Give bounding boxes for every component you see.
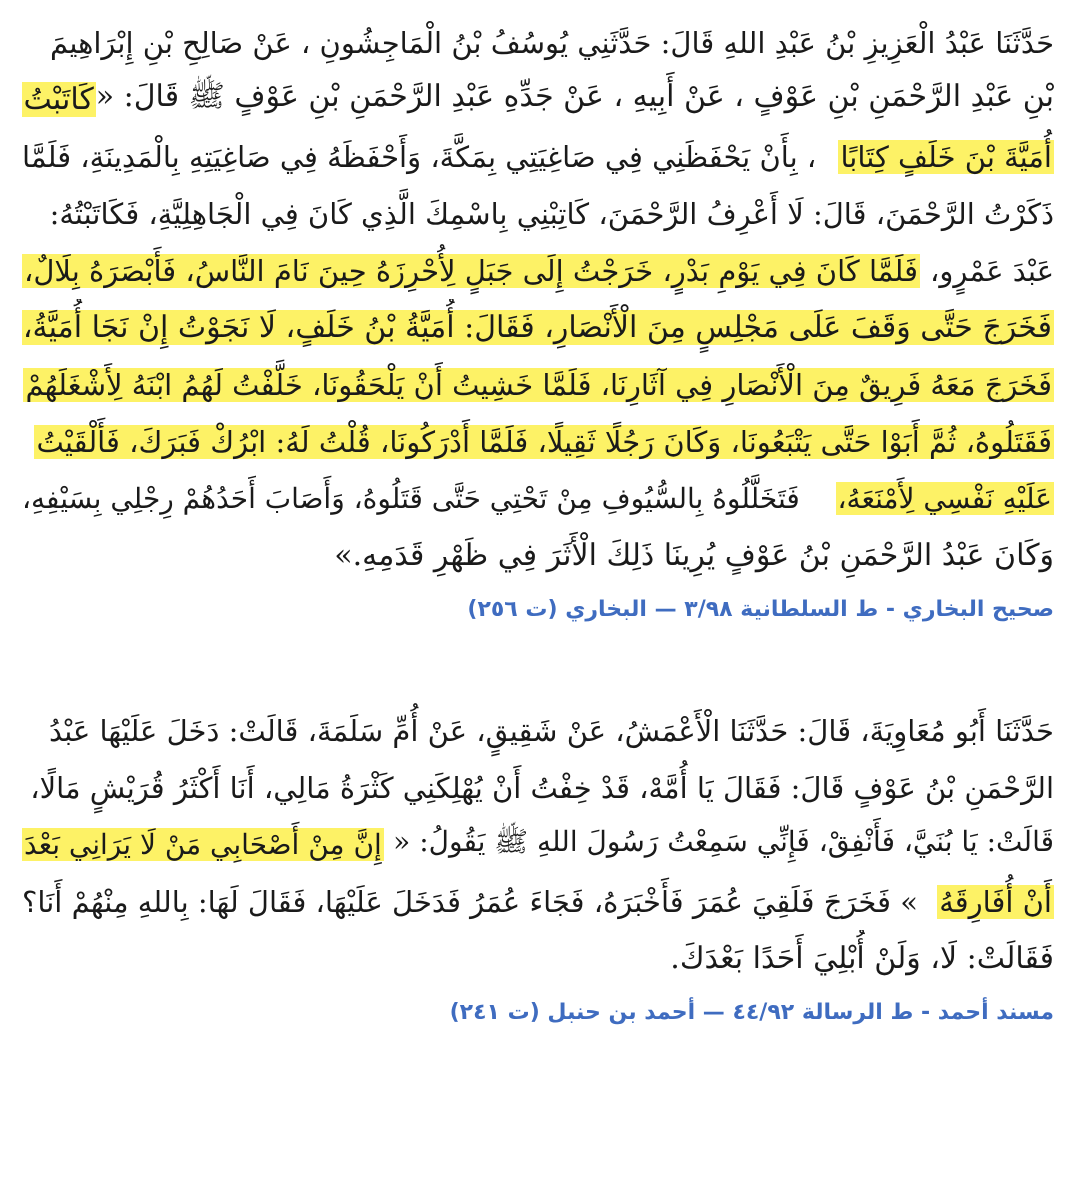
text-segment: فَتَخَلَّلُوهُ بِالسُّيُوفِ مِنْ تَحْتِي حَتَّى قَتَلُوهُ، وَأَصَابَ أَحَدُهُمْ رِجْلِي بِسَيْفِهِ، xyxy=(22,482,809,515)
text-line xyxy=(22,527,1054,584)
text-segment: قَالَتْ: يَا بُنَيَّ، فَأَنْفِقْ، فَإِنِّي سَمِعْتُ رَسُولَ اللهِ ﷺ يَقُولُ: « xyxy=(393,824,1054,858)
text-segment: بْنِ عَبْدِ الرَّحْمَنِ بْنِ عَوْفٍ ، عَنْ أَبِيهِ ، عَنْ جَدِّهِ عَبْدِ الرَّحْمَنِ بْنِ عَوْفٍ ﷺ قَالَ: « xyxy=(95,79,1054,114)
text-line xyxy=(22,242,1054,299)
highlighted-text: فَقَتَلُوهُ، ثُمَّ أَبَوْا حَتَّى يَتْبَعُونَا، وَكَانَ رَجُلًا ثَقِيلًا، فَلَمَّا أَدْرَكُونَا، قُلْتُ لَهُ: ابْرُكْ فَبَرَكَ، فَأَلْقَيْتُ xyxy=(36,424,1052,459)
source-citation-ahmad[interactable]: مسند أحمد - ط الرسالة ٤٤/٩٢ — أحمد بن حنبل (ت ٢٤١) xyxy=(449,1000,1054,1025)
highlighted-text: فَخَرَجَ حَتَّى وَقَفَ عَلَى مَجْلِسٍ مِنَ الْأَنْصَارِ، فَقَالَ: أُمَيَّةُ بْنُ خَلَفٍ، لَا نَجَوْتُ إِنْ نَجَا أُمَيَّةُ، xyxy=(22,310,1052,345)
highlighted-text: فَخَرَجَ مَعَهُ فَرِيقٌ مِنَ الْأَنْصَارِ فِي آثَارِنَا، فَلَمَّا خَشِيتُ أَنْ يَلْحَقُونَا، خَلَّفْتُ لَهُمُ ابْنَهُ لِأَشْغَلَهُمْ xyxy=(25,367,1052,402)
highlighted-text: عَلَيْهِ نَفْسِي لِأَمْنَعَهُ، xyxy=(837,482,1052,515)
section-gap xyxy=(22,630,1054,702)
text-segment: وَكَانَ عَبْدُ الرَّحْمَنِ بْنُ عَوْفٍ يُرِينَا ذَلِكَ الْأَثَرَ فِي ظَهْرِ قَدَمِهِ.» xyxy=(334,538,1054,573)
text-segment: ، بِأَنْ يَحْفَظَنِي فِي صَاغِيَتِي بِمَكَّةَ، وَأَحْفَظَهُ فِي صَاغِيَتِهِ بِالْمَدِينَةِ، فَلَمَّا xyxy=(22,139,817,174)
highlighted-text: فَلَمَّا كَانَ فِي يَوْمِ بَدْرٍ، خَرَجْتُ إِلَى جَبَلٍ لِأُحْرِزَهُ حِينَ نَامَ النَّاسُ، فَأَبْصَرَهُ بِلَالٌ، xyxy=(24,253,919,288)
text-line xyxy=(22,185,1054,242)
highlighted-text: أُمَيَّةَ بْنَ خَلَفٍ كِتَابًا xyxy=(840,139,1052,174)
text-line xyxy=(22,413,1054,470)
text-line xyxy=(22,759,1054,816)
text-line xyxy=(22,816,1054,873)
text-segment: الرَّحْمَنِ بْنُ عَوْفٍ قَالَ: فَقَالَ يَا أُمَّهْ، قَدْ خِفْتُ أَنْ يُهْلِكَنِي كَثْرَةُ مَالِي، أَنَا أَكْثَرُ قُرَيْشٍ مَالًا، xyxy=(30,770,1054,805)
text-line xyxy=(22,71,1054,128)
text-segment: فَقَالَتْ: لَا، وَلَنْ أُبْلِيَ أَحَدًا بَعْدَكَ. xyxy=(670,941,1054,976)
highlighted-text: أَنْ أُفَارِقَهُ xyxy=(939,884,1052,919)
text-segment: » فَخَرَجَ فَلَقِيَ عُمَرَ فَأَخْبَرَهُ، فَجَاءَ عُمَرُ فَدَخَلَ عَلَيْهَا، فَقَالَ لَهَا: بِاللهِ مِنْهُمْ أَنَا؟ xyxy=(22,884,918,919)
text-line xyxy=(22,930,1054,987)
hadith-passage-ahmad xyxy=(22,702,1054,987)
hadith-passage-bukhari xyxy=(22,14,1054,584)
text-line xyxy=(22,299,1054,356)
text-line xyxy=(22,470,1054,527)
source-citation-bukhari[interactable]: صحيح البخاري - ط السلطانية ٣/٩٨ — البخاري (ت ٢٥٦) xyxy=(467,597,1054,622)
text-line xyxy=(22,14,1054,71)
text-line xyxy=(22,356,1054,413)
text-segment: حَدَّثَنَا عَبْدُ الْعَزِيزِ بْنُ عَبْدِ اللهِ قَالَ: حَدَّثَنِي يُوسُفُ بْنُ الْمَاجِشُونِ ، عَنْ صَالِحِ بْنِ إِبْرَاهِيمَ xyxy=(50,25,1054,60)
highlighted-text: كَاتَبْتُ xyxy=(23,82,94,117)
text-segment: عَبْدَ عَمْرٍو، xyxy=(920,253,1054,288)
text-line xyxy=(22,702,1054,759)
text-segment: ذَكَرْتُ الرَّحْمَنَ، قَالَ: لَا أَعْرِفُ الرَّحْمَنَ، كَاتِبْنِي بِاسْمِكَ الَّذِي كَانَ فِي الْجَاهِلِيَّةِ، فَكَاتَبْتُهُ: xyxy=(49,196,1054,231)
text-line xyxy=(22,128,1054,185)
text-segment: حَدَّثَنَا أَبُو مُعَاوِيَةَ، قَالَ: حَدَّثَنَا الْأَعْمَشُ، عَنْ شَقِيقٍ، عَنْ أُمِّ سَلَمَةَ، قَالَتْ: دَخَلَ عَلَيْهَا عَبْدُ xyxy=(49,713,1054,748)
text-line xyxy=(22,873,1054,930)
highlighted-text: إِنَّ مِنْ أَصْحَابِي مَنْ لَا يَرَانِي بَعْدَ xyxy=(24,828,382,861)
